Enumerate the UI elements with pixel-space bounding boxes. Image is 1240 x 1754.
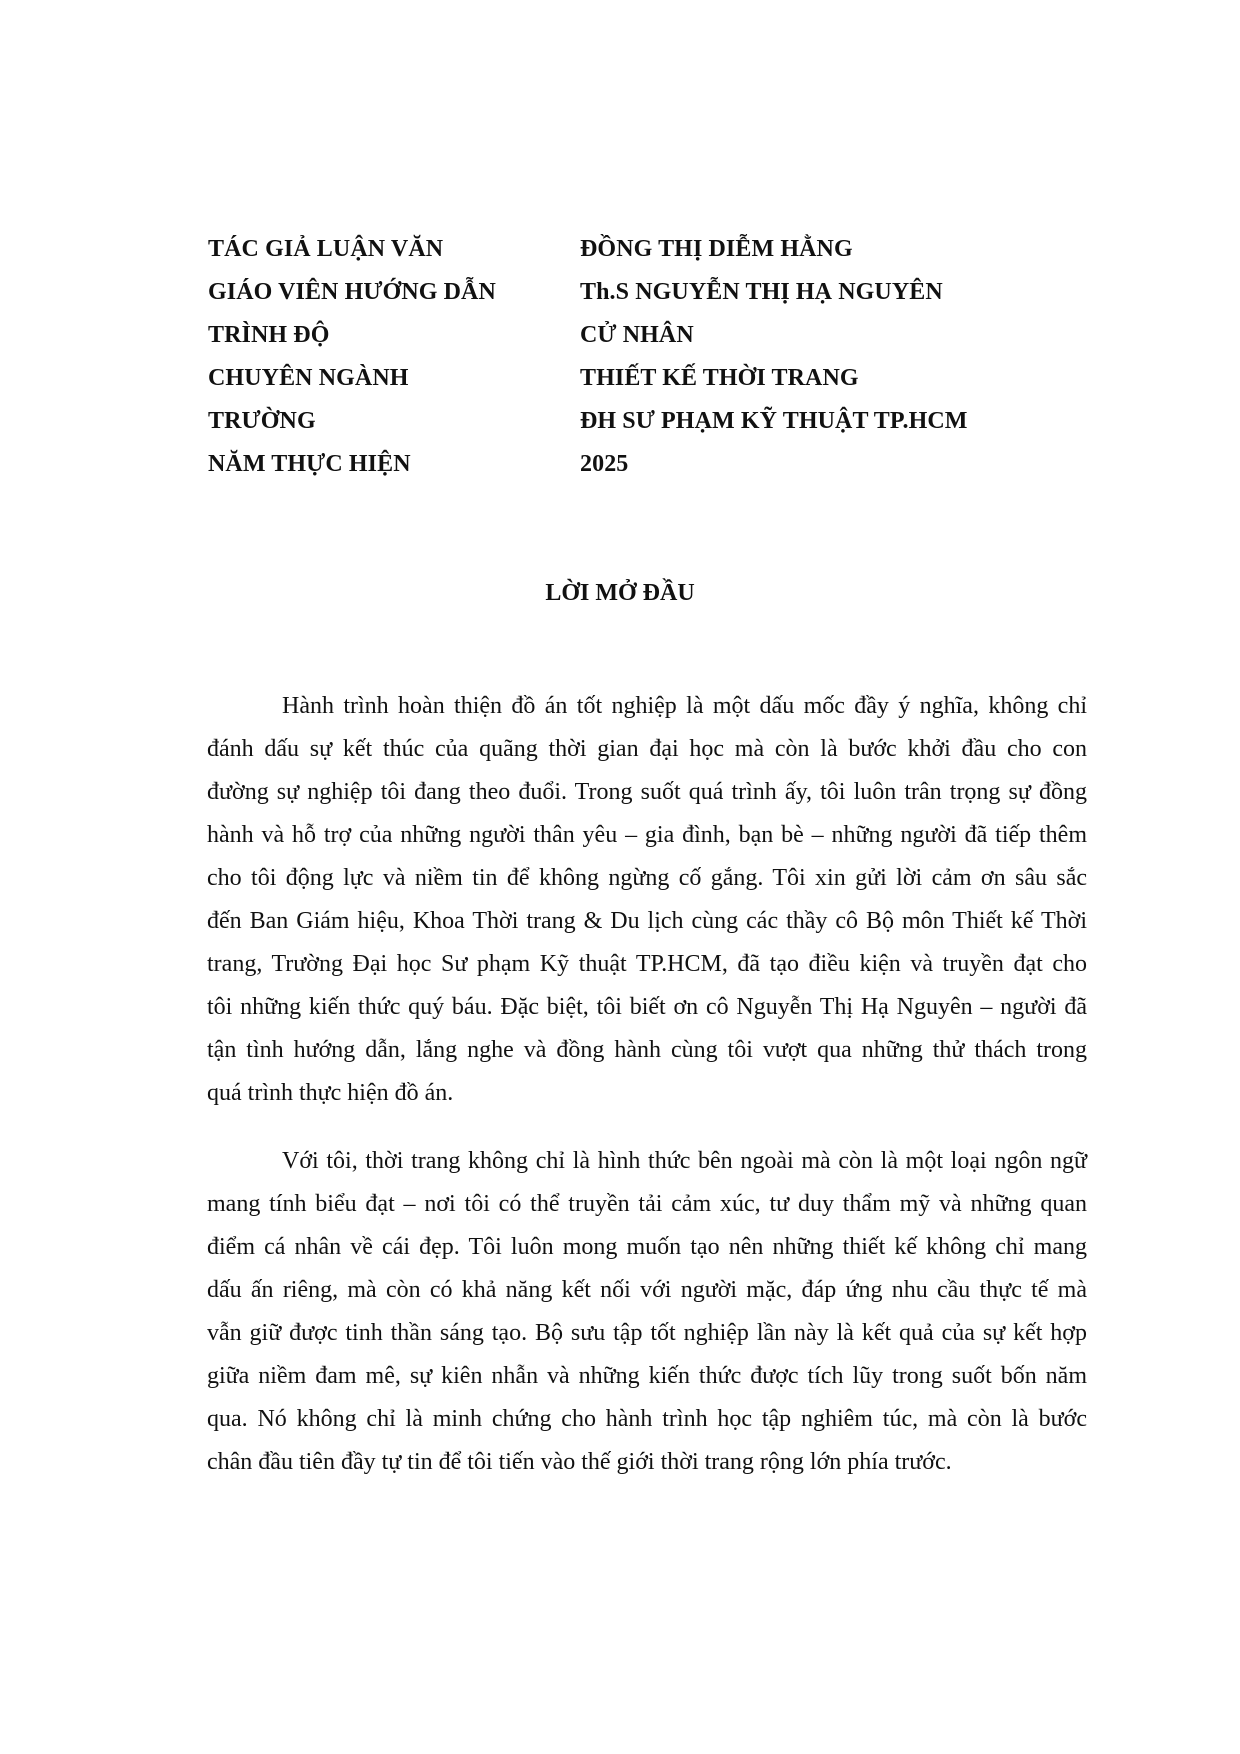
thesis-info-table [208,228,1028,486]
text-line: tận tình hướng dẫn, lắng nghe và đồng hành cùng tôi vượt qua những thử thách trong [207,1037,1087,1063]
info-label: TRÌNH ĐỘ [208,322,330,348]
info-value: THIẾT KẾ THỜI TRANG [580,365,859,391]
info-label: NĂM THỰC HIỆN [208,451,411,477]
text-line: vẫn giữ được tinh thần sáng tạo. Bộ sưu tập tốt nghiệp lần này là kết quả của sự kết hợp [207,1320,1087,1346]
info-label: GIÁO VIÊN HƯỚNG DẪN [208,279,496,305]
text-line: qua. Nó không chỉ là minh chứng cho hành trình học tập nghiêm túc, mà còn là bước [207,1406,1087,1432]
text-line: điểm cá nhân về cái đẹp. Tôi luôn mong muốn tạo nên những thiết kế không chỉ mang [207,1234,1087,1260]
paragraph-1 [207,685,1087,1115]
info-value: Th.S NGUYỄN THỊ HẠ NGUYÊN [580,279,943,305]
text-line: dấu ấn riêng, mà còn có khả năng kết nối với người mặc, đáp ứng nhu cầu thực tế mà [207,1277,1087,1303]
text-line: đánh dấu sự kết thúc của quãng thời gian đại học mà còn là bước khởi đầu cho con [207,736,1087,762]
info-row-advisor [208,271,1028,314]
text-line: tôi những kiến thức quý báu. Đặc biệt, tôi biết ơn cô Nguyễn Thị Hạ Nguyên – người đã [207,994,1087,1020]
section-heading: LỜI MỞ ĐẦU [545,580,695,606]
text-line: đường sự nghiệp tôi đang theo đuổi. Trong suốt quá trình ấy, tôi luôn trân trọng sự đồng [207,779,1087,805]
info-label: TRƯỜNG [208,408,316,434]
text-line: Với tôi, thời trang không chỉ là hình thức bên ngoài mà còn là một loại ngôn ngữ [282,1148,1087,1174]
info-row-year [208,443,1028,486]
paragraph-2 [207,1140,1087,1484]
text-line: trang, Trường Đại học Sư phạm Kỹ thuật TP.HCM, đã tạo điều kiện và truyền đạt cho [207,951,1087,977]
info-row-major [208,357,1028,400]
info-label: TÁC GIẢ LUẬN VĂN [208,236,444,262]
info-value: 2025 [580,451,629,477]
text-line: chân đầu tiên đầy tự tin để tôi tiến vào thế giới thời trang rộng lớn phía trước. [207,1449,952,1475]
info-row-university [208,400,1028,443]
info-value: ĐỒNG THỊ DIỄM HẰNG [580,236,853,262]
text-line: Hành trình hoàn thiện đồ án tốt nghiệp là một dấu mốc đầy ý nghĩa, không chỉ [282,693,1087,719]
text-line: quá trình thực hiện đồ án. [207,1080,454,1106]
text-line: đến Ban Giám hiệu, Khoa Thời trang & Du lịch cùng các thầy cô Bộ môn Thiết kế Thời [207,908,1087,934]
text-line: cho tôi động lực và niềm tin để không ngừng cố gắng. Tôi xin gửi lời cảm ơn sâu sắc [207,865,1087,891]
info-row-author [208,228,1028,271]
info-value: CỬ NHÂN [580,322,694,348]
text-line: mang tính biểu đạt – nơi tôi có thể truyền tải cảm xúc, tư duy thẩm mỹ và những quan [207,1191,1087,1217]
text-line: hành và hỗ trợ của những người thân yêu – gia đình, bạn bè – những người đã tiếp thêm [207,822,1087,848]
text-line: giữa niềm đam mê, sự kiên nhẫn và những kiến thức được tích lũy trong suốt bốn năm [207,1363,1087,1389]
info-label: CHUYÊN NGÀNH [208,365,409,391]
info-value: ĐH SƯ PHẠM KỸ THUẬT TP.HCM [580,408,968,434]
info-row-degree [208,314,1028,357]
